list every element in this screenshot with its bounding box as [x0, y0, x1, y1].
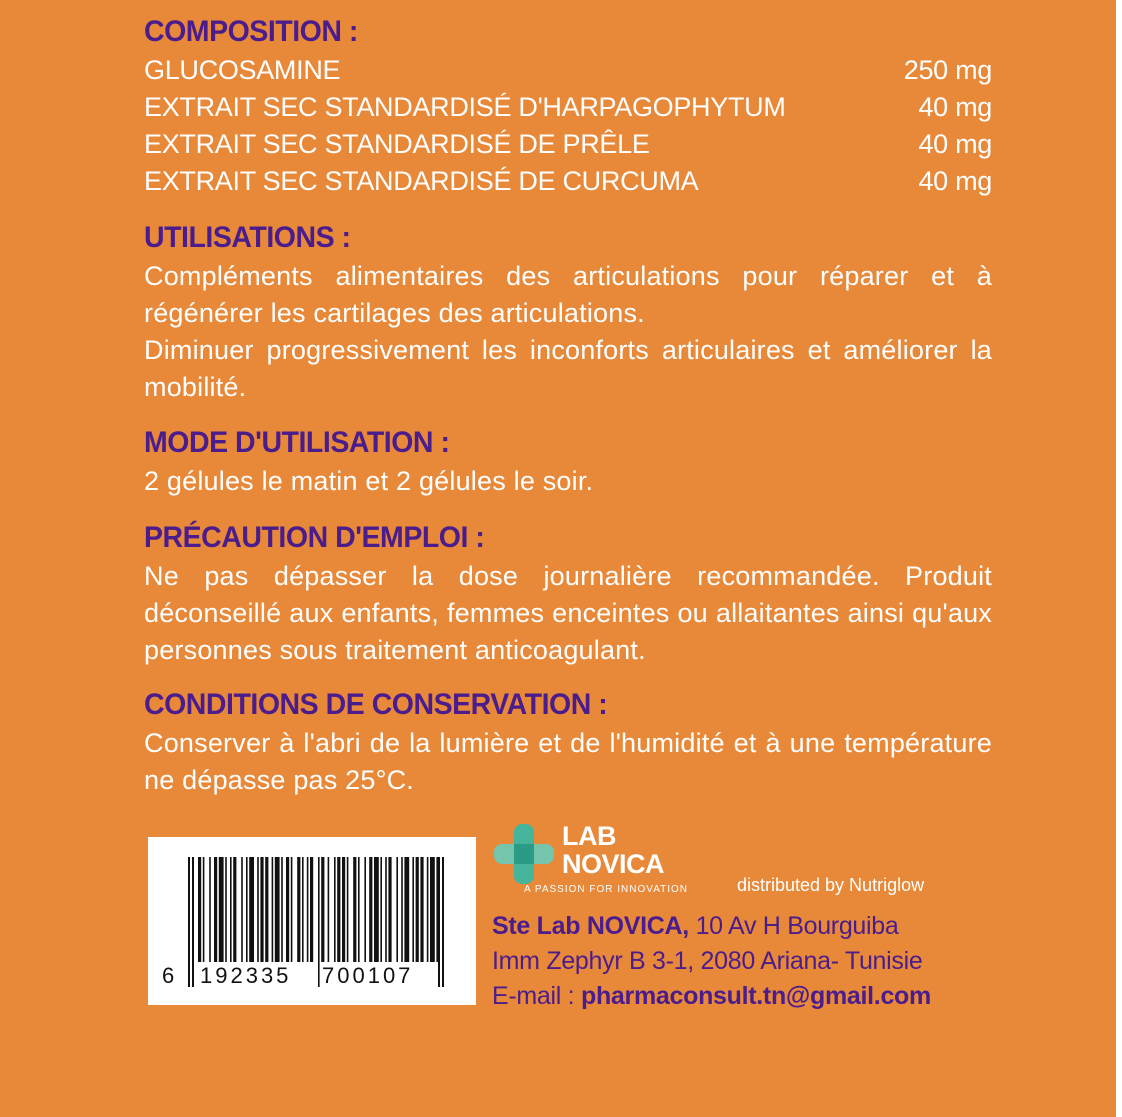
- barcode-bar: [209, 857, 211, 962]
- email-line: [492, 979, 931, 1014]
- utilisations-text: Diminuer progressivement les inconforts articulaires et améliorer la mobilité.: [144, 335, 992, 402]
- barcode-bar: [396, 857, 398, 962]
- barcode-bar: [291, 857, 293, 962]
- ingredient-amount: 40 mg: [918, 92, 992, 122]
- address-line-1: [492, 909, 931, 944]
- barcode-bar: [430, 857, 435, 962]
- barcode-bar: [307, 857, 309, 962]
- barcode-right-digits: 700107: [322, 963, 414, 988]
- mode-text: 2 gélules le matin et 2 gélules le soir.: [144, 466, 594, 496]
- barcode-image: [148, 837, 476, 1005]
- barcode-bar: [257, 857, 259, 962]
- ingredient-name: GLUCOSAMINE: [144, 55, 341, 85]
- utilisations-text: Compléments alimentaires des articulations pour réparer et à régénérer les cartilages des articulations.: [144, 261, 992, 328]
- conservation-heading: CONDITIONS DE CONSERVATION :: [144, 688, 608, 721]
- email-link[interactable]: pharmaconsult.tn@gmail.com: [580, 982, 931, 1010]
- logo-line-novica: NOVICA: [562, 849, 665, 879]
- barcode-bar: [358, 857, 360, 962]
- composition-row: [144, 126, 992, 163]
- logo-line-lab: LAB: [562, 821, 616, 851]
- barcode-bar: [318, 857, 320, 987]
- address-line-2: Imm Zephyr B 3-1, 2080 Ariana- Tunisie: [492, 947, 923, 975]
- composition-row: [144, 163, 992, 200]
- barcode-bar: [219, 857, 224, 962]
- barcode-bar: [416, 857, 419, 962]
- barcode-bar: [225, 857, 227, 962]
- conservation-section: [144, 687, 992, 799]
- email-label: E-mail :: [492, 982, 581, 1010]
- barcode-bar: [347, 857, 349, 962]
- barcode-bar: [404, 857, 409, 962]
- street: 10 Av H Bourguiba: [688, 912, 899, 940]
- barcode-bar: [369, 857, 372, 962]
- mode-heading: MODE D'UTILISATION :: [144, 426, 450, 459]
- barcode-bar: [401, 857, 403, 962]
- barcode-bar: [420, 857, 423, 962]
- logo-text: [562, 822, 664, 878]
- barcode-bar: [214, 857, 217, 962]
- barcode-bar: [364, 857, 366, 962]
- ingredient-name: EXTRAIT SEC STANDARDISÉ DE CURCUMA: [144, 166, 699, 196]
- barcode-guard-bar: [192, 857, 194, 987]
- distributor-text: distributed by Nutriglow: [737, 875, 925, 895]
- barcode-guard-bar: [442, 857, 444, 987]
- lab-novica-logo: [492, 822, 712, 898]
- barcode-bar: [275, 857, 280, 962]
- barcode-bar: [260, 857, 263, 962]
- ingredient-name: EXTRAIT SEC STANDARDISÉ DE PRÊLE: [144, 129, 650, 159]
- barcode-bar: [412, 857, 414, 962]
- barcode-bar: [334, 857, 336, 962]
- precaution-text: Ne pas dépasser la dose journalière recommandée. Produit déconseillé aux enfants, femmes enceintes ou allaitantes ainsi qu'aux personnes sous traitement anticoagulant.: [144, 561, 992, 665]
- barcode-bar: [233, 857, 236, 962]
- logo-tagline: A PASSION FOR INNOVATION: [524, 884, 689, 895]
- barcode-bar: [353, 857, 356, 962]
- barcode-guard-bar: [438, 857, 440, 987]
- utilisations-section: [144, 220, 992, 406]
- barcode-bar: [436, 857, 438, 962]
- company-name: Ste Lab NOVICA,: [492, 912, 689, 940]
- utilisations-heading: UTILISATIONS :: [144, 221, 351, 254]
- company-address: [492, 909, 931, 1014]
- barcode-left-digits: 192335: [200, 963, 292, 988]
- composition-heading: COMPOSITION :: [144, 15, 358, 48]
- barcode-bar: [249, 857, 254, 962]
- barcode-bar: [281, 857, 283, 962]
- barcode-bar: [230, 857, 232, 962]
- barcode-bar: [374, 857, 379, 962]
- ingredient-amount: 40 mg: [918, 166, 992, 196]
- barcode: [148, 837, 476, 1005]
- barcode-bar: [265, 857, 268, 962]
- composition-row: [144, 89, 992, 126]
- composition-row: [144, 52, 992, 89]
- ingredient-amount: 250 mg: [903, 55, 992, 85]
- barcode-bar: [388, 857, 391, 962]
- barcode-bar: [246, 857, 248, 962]
- precaution-heading: PRÉCAUTION D'EMPLOI :: [144, 521, 485, 554]
- mode-section: [144, 425, 992, 500]
- barcode-bar: [272, 857, 274, 962]
- barcode-bar: [380, 857, 382, 962]
- barcode-bar: [310, 857, 313, 962]
- barcode-bar: [385, 857, 387, 962]
- ingredient-amount: 40 mg: [918, 129, 992, 159]
- barcode-bar: [203, 857, 205, 962]
- barcode-bar: [297, 857, 300, 962]
- barcode-first-digit: 6: [162, 963, 175, 988]
- composition-section: [144, 14, 992, 200]
- barcode-bar: [302, 857, 304, 962]
- barcode-bar: [286, 857, 289, 962]
- barcode-bar: [198, 857, 201, 962]
- barcode-bar: [427, 857, 429, 962]
- barcode-bar: [337, 857, 340, 962]
- barcode-bar: [328, 857, 330, 962]
- barcode-bar: [241, 857, 243, 962]
- precaution-section: [144, 520, 992, 669]
- medical-cross-icon: [492, 822, 558, 888]
- conservation-text: Conserver à l'abri de la lumière et de l'humidité et à une température ne dépasse pas 25°C.: [144, 728, 992, 795]
- ingredient-name: EXTRAIT SEC STANDARDISÉ D'HARPAGOPHYTUM: [144, 92, 786, 122]
- barcode-bar: [342, 857, 345, 962]
- barcode-bar: [321, 857, 324, 962]
- barcode-guard-bar: [188, 857, 190, 987]
